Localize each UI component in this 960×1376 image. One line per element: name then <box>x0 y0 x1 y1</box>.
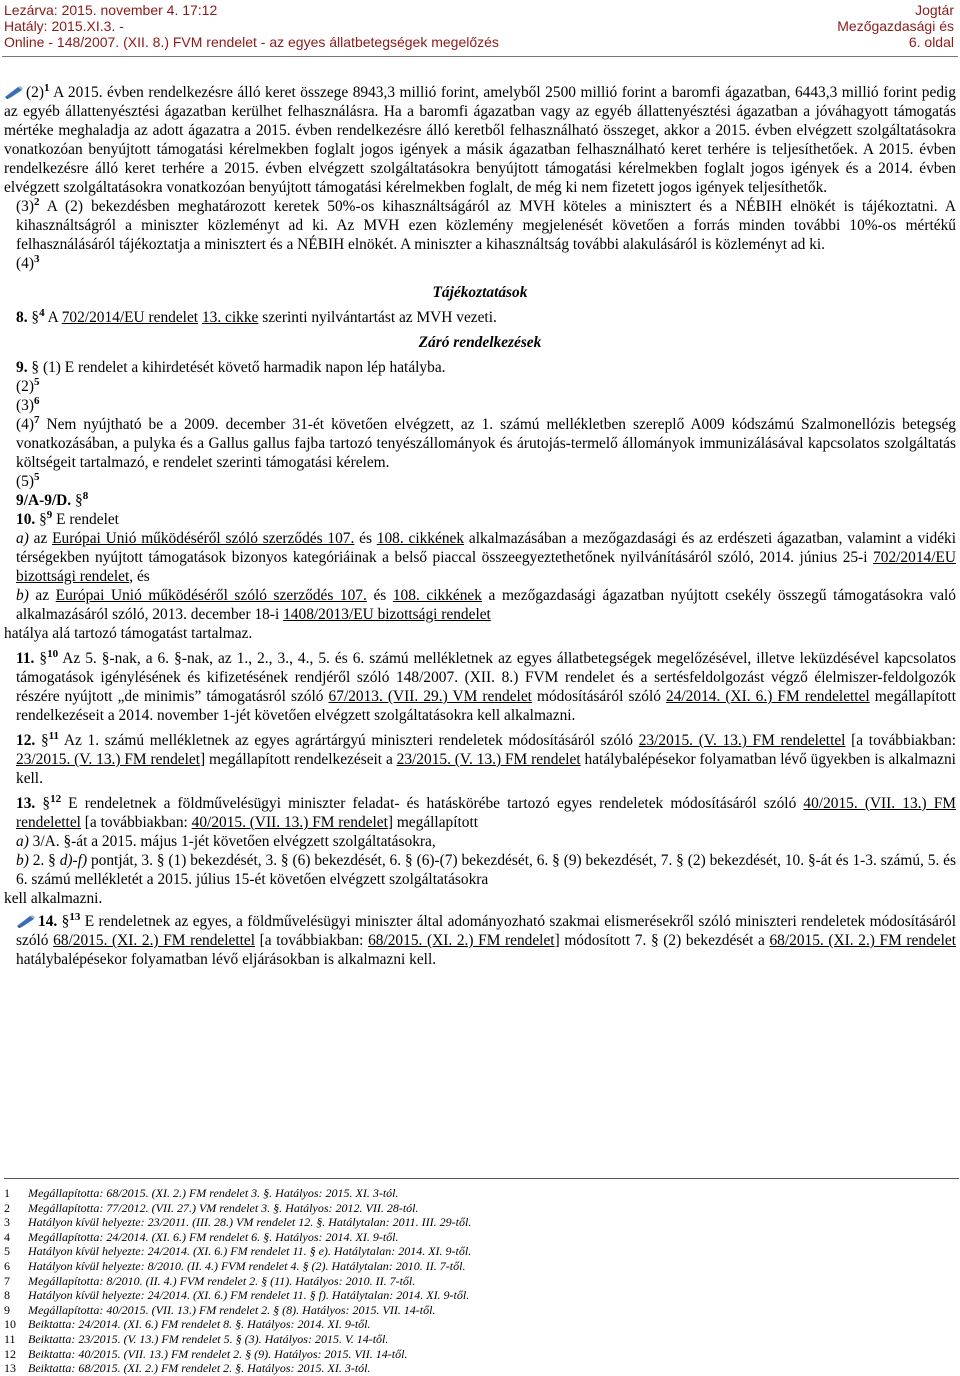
section-9: 9. § (1) E rendelet a kihirdetését követő harmadik napon lép hatályba. <box>16 359 446 376</box>
pen-icon[interactable] <box>4 85 24 99</box>
section-12: 12. §$^{11}$ Az 1. számú mellékletnek az egyes agrártárgyú miniszteri rendeletek módosításáról szóló 23/2015. (V. 13.) FM rendelettel [a továbbiakban: 23/2015. (V. 13.) FM rendelet] megállapított rendelkezéseit a 23/2015. (V. 13.) FM rendelet hatálybalépésekor folyamatban lévő ügyekben is alkalmazni kell. <box>16 729 956 787</box>
footnote-ref[interactable]: 7 <box>33 413 40 426</box>
link-23-2015-fm[interactable]: 23/2015. (V. 13.) FM rendelettel <box>638 732 846 749</box>
footnote-ref[interactable]: 13 <box>69 910 81 923</box>
link-eumsz-107[interactable]: Európai Unió működéséről szóló szerződés 107. <box>55 587 367 604</box>
footnote: 9 Megállapította: 40/2015. (VII. 13.) FM rendelet 2. § (8). Hatályos: 2015. VII. 14-től. <box>4 1302 436 1317</box>
footnote: 4 Megállapította: 24/2014. (XI. 6.) FM rendelet 6. §. Hatályos: 2014. XI. 9-től. <box>4 1229 399 1244</box>
paragraph-3: $(3)^2$ A (2) bekezdésben meghatározott keretek 50%-os kihasználtságáról az MVH köteles a minisztert és a NÉBIH elnökét is tájékoztatni. A kihasználtságról a miniszter közleményt ad ki. Az MVH ezen közlemény megjelenését követően a forrás minden további 10%-os mértékű felhasználásáról tájékoztatja a minisztert és a NÉBIH elnökét. A miniszter a kihasználtság további alakulásáról is közleményt ad ki. <box>16 195 956 253</box>
footnote-ref[interactable]: 12 <box>50 792 62 805</box>
paragraph-4: $(4)^3$ <box>16 252 40 272</box>
link-702-2014-eu[interactable]: 702/2014/EU rendelet <box>61 309 199 326</box>
link-68-2015-fm[interactable]: 68/2015. (XI. 2.) FM rendelettel <box>53 932 256 949</box>
header-category: Mezőgazdasági és <box>837 18 954 34</box>
section-8: 8. §$^4$ A 702/2014/EU rendelet 13. cikke szerinti nyilvántartást az MVH vezeti. <box>16 306 497 326</box>
footnote: 10 Beiktatta: 24/2014. (XI. 6.) FM rendelet 8. §. Hatályos: 2014. XI. 9-től. <box>4 1317 371 1332</box>
footnote-ref[interactable]: 4 <box>39 306 45 319</box>
footnote: 6 Hatályon kívül helyezte: 8/2010. (II. 4.) FVM rendelet 4. § (2). Hatálytalan: 2010. II. 7-től. <box>4 1258 466 1273</box>
link-eumsz-107[interactable]: Európai Unió működéséről szóló szerződés 107. <box>52 530 355 547</box>
footnote-ref[interactable]: 5 <box>33 375 40 388</box>
page-header-left <box>4 2 499 50</box>
footnote: 5 Hatályon kívül helyezte: 24/2014. (XI. 6.) FM rendelet 11. § e). Hatálytalan: 2014. XI. 9-től. <box>4 1244 472 1259</box>
document-body <box>4 83 956 969</box>
footnote-ref[interactable]: 10 <box>47 647 59 660</box>
footnote-ref[interactable]: 11 <box>48 729 60 742</box>
paragraph-2: $(2)^1$ A 2015. évben rendelkezésre álló keret összege 8943,3 millió forint, amelyből 2500 millió forint a baromfi ágazatban, 6443,3 millió forint pedig az egyéb állattenyésztési ágazatban kerülhet felhasználásra. Ha a baromfi ágazatban vagy az egyéb állattenyésztési ágazatban a jóváhagyott támogatás mértéke meghaladja az adott ágazatra a 2015. évben rendelkezésre álló keretből felhasználható összeget, akkor a 2015. évben elvégzett szolgáltatásokra vonatkozóan benyújtott támogatási kérelmekben foglalt jogos igények a másik ágazatban felhasználható keret terhére is teljesíthetőek. A 2015. évben rendelkezésre álló keret terhére a 2015. évben elvégzett szolgáltatásokra benyújtott támogatási kérelmekben foglalt jogos igények és a 2014. évben elvégzett szolgáltatásokra vonatkozóan benyújtott támogatási kérelmekben foglalt, de még ki nem fizetett jogos igények teljesíthetők. <box>4 81 956 196</box>
footnote-ref[interactable]: 5 <box>33 470 40 483</box>
footnotes <box>4 1186 471 1376</box>
link-40-2015-fm[interactable]: 40/2015. (VII. 13.) FM rendelet <box>191 814 388 831</box>
link-23-2015-fm[interactable]: 23/2015. (V. 13.) FM rendelet <box>16 751 201 768</box>
link-13-cikk[interactable]: 13. cikke <box>201 309 259 326</box>
section-9-5: $(5)^5$ <box>16 470 40 490</box>
link-eumsz-108[interactable]: 108. cikkének <box>376 530 465 547</box>
section-9-3: $(3)^6$ <box>16 394 40 414</box>
footnote-ref[interactable]: 8 <box>82 489 89 502</box>
section-14: 14. §$^{13}$ E rendeletnek az egyes, a földművelésügyi miniszter által adományozható szakmai elismerésekről szóló miniszteri rendeletek módosításáról szóló 68/2015. (XI. 2.) FM rendelettel [a továbbiakban: 68/2015. (XI. 2.) FM rendelet] módosított 7. § (2) bekezdését a 68/2015. (XI. 2.) FM rendelet hatálybalépésekor folyamatban lévő eljárásokban is alkalmazni kell. <box>16 910 956 968</box>
section-13-b: b) 2. § d)-f) pontját, 3. § (1) bekezdését, 3. § (6) bekezdését, 6. § (6)-(7) bekezdését, 6. § (9) bekezdését, 7. § (2) bekezdését, 10. §-át és 1-3. számú, 5. és 6. számú mellékletét a 2015. július 15-ét követően elvégzett szolgáltatásokra <box>16 852 956 888</box>
link-67-2013-vm[interactable]: 67/2013. (VII. 29.) VM rendelet <box>328 688 532 705</box>
footnote: 12 Beiktatta: 40/2015. (VII. 13.) FM rendelet 2. § (9). Hatályos: 2015. VII. 14-től. <box>4 1346 408 1361</box>
link-68-2015-fm[interactable]: 68/2015. (XI. 2.) FM rendelet <box>368 932 555 949</box>
header-page-number: 6. oldal <box>908 34 954 50</box>
header-lock-date: Lezárva: 2015. november 4. 17:12 <box>4 2 218 18</box>
section-13-end: kell alkalmazni. <box>4 890 103 907</box>
section-9a-9d: 9/A-9/D. §$^8$ <box>16 489 89 509</box>
link-1408-2013-eu-regulation[interactable]: 1408/2013/EU bizottsági rendelet <box>283 606 491 623</box>
footnote-ref[interactable]: 6 <box>33 394 40 407</box>
section-13-a: a) 3/A. §-át a 2015. május 1-jét követően elvégzett szolgáltatásokra, <box>16 833 436 850</box>
header-document-title: Online - 148/2007. (XII. 8.) FVM rendelet - az egyes állatbetegségek megelőzés <box>4 34 499 50</box>
footnote-ref[interactable]: 9 <box>46 508 53 521</box>
section-heading-closing: Záró rendelkezések <box>418 334 542 351</box>
section-9-2: $(2)^5$ <box>16 375 40 395</box>
page-header-right <box>837 2 954 50</box>
footnote: 11 Beiktatta: 23/2015. (V. 13.) FM rendelet 5. § (3). Hatályos: 2015. V. 14-től. <box>4 1331 389 1346</box>
footnote: 13 Beiktatta: 68/2015. (XI. 2.) FM rendelet 2. §. Hatályos: 2015. XI. 3-tól. <box>4 1361 371 1376</box>
footnote: 2 Megállapította: 77/2012. (VII. 27.) VM rendelet 3. §. Hatályos: 2012. VII. 28-tól. <box>4 1200 419 1215</box>
footnote-ref[interactable]: 3 <box>33 252 40 265</box>
section-9-4: $(4)^7$ Nem nyújtható be a 2009. december 31-ét követően elvégzett, az 1. számú mellékletben szereplő A009 kódszámú Szalmonellózis betegség vonatkozásában, a pulyka és a Gallus gallus fajba tartozó tenyészállományok és árutojás-termelő állományok immunizálásával kapcsolatos szolgáltatás költségeit tartalmazó, e rendelet szerinti támogatási kérelem. <box>16 413 956 471</box>
header-brand: Jogtár <box>915 2 954 18</box>
header-divider <box>2 56 958 57</box>
link-68-2015-fm[interactable]: 68/2015. (XI. 2.) FM rendelet <box>769 932 956 949</box>
section-heading-informations: Tájékoztatások <box>432 284 528 301</box>
link-702-2014-eu-regulation[interactable]: 702/2014/EU bizottsági rendelet <box>16 549 956 585</box>
header-validity: Hatály: 2015.XI.3. - <box>4 18 124 34</box>
footnote: 7 Megállapította: 8/2010. (II. 4.) FVM rendelet 2. § (11). Hatályos: 2010. II. 7-től. <box>4 1273 416 1288</box>
footnote: 3 Hatályon kívül helyezte: 23/2011. (III. 28.) VM rendelet 12. §. Hatálytalan: 2011. III. 29-től. <box>4 1215 472 1230</box>
section-10: 10. §$^9$ E rendelet <box>16 508 119 528</box>
footnote: 1 Megállapította: 68/2015. (XI. 2.) FM rendelet 3. §. Hatályos: 2015. XI. 3-tól. <box>4 1186 399 1200</box>
link-24-2014-fm[interactable]: 24/2014. (XI. 6.) FM rendelettel <box>666 688 870 705</box>
section-10-b: b) az Európai Unió működéséről szóló szerződés 107. és 108. cikkének a mezőgazdasági ágazatban nyújtott csekély összegű támogatásokra való alkalmazásáról szóló, 2013. december 18-i 1408/2013/EU bizottsági rendelet <box>16 587 956 623</box>
section-11: 11. §$^{10}$ Az 5. §-nak, a 6. §-nak, az 1., 2., 3., 4., 5. és 6. számú mellékletnek az egyes állatbetegségek megelőzésével, illetve leküzdésével kapcsolatos támogatások igénylésének és kifizetésének rendjéről szóló 148/2007. (XII. 8.) FVM rendelet és a sertésfeldolgozást végző élelmiszer-feldolgozók részére nyújtott „de minimis” támogatásról szóló 67/2013. (VII. 29.) VM rendelet módosításáról szóló 24/2014. (XI. 6.) FM rendelettel megállapított rendelkezéseit a 2014. november 1-jét követően elvégzett szolgáltatásokra kell alkalmazni. <box>16 647 956 724</box>
link-eumsz-108[interactable]: 108. cikkének <box>392 587 482 604</box>
link-40-2015-fm[interactable]: 40/2015. (VII. 13.) FM rendelettel <box>16 795 956 831</box>
pen-icon[interactable] <box>16 914 36 928</box>
footnote-ref[interactable]: 2 <box>33 195 40 208</box>
link-23-2015-fm[interactable]: 23/2015. (V. 13.) FM rendelet <box>396 751 581 768</box>
footnote: 8 Hatályon kívül helyezte: 24/2014. (XI. 6.) FM rendelet 11. § f). Hatálytalan: 2014. XI. 9-től. <box>4 1288 470 1303</box>
section-10-a: a) az Európai Unió működéséről szóló szerződés 107. és 108. cikkének alkalmazásában a mezőgazdasági és az erdészeti ágazatban, valamint a vidéki térségekben nyújtott támogatások bizonyos kategóriáinak a belső piaccal összeegyeztethetőnek nyilvánításáról szóló, 2014. június 25-i 702/2014/EU bizottsági rendelet, és <box>16 530 956 585</box>
footnote-ref[interactable]: 1 <box>43 81 50 94</box>
section-13: 13. §$^{12}$ E rendeletnek a földművelésügyi miniszter feladat- és hatáskörébe tartozó egyes rendeletek módosításáról szóló 40/2015. (VII. 13.) FM rendelettel [a továbbiakban: 40/2015. (VII. 13.) FM rendelet] megállapított <box>16 792 956 831</box>
footnote-divider <box>4 1178 959 1179</box>
section-10-end: hatálya alá tartozó támogatást tartalmaz. <box>4 625 253 642</box>
